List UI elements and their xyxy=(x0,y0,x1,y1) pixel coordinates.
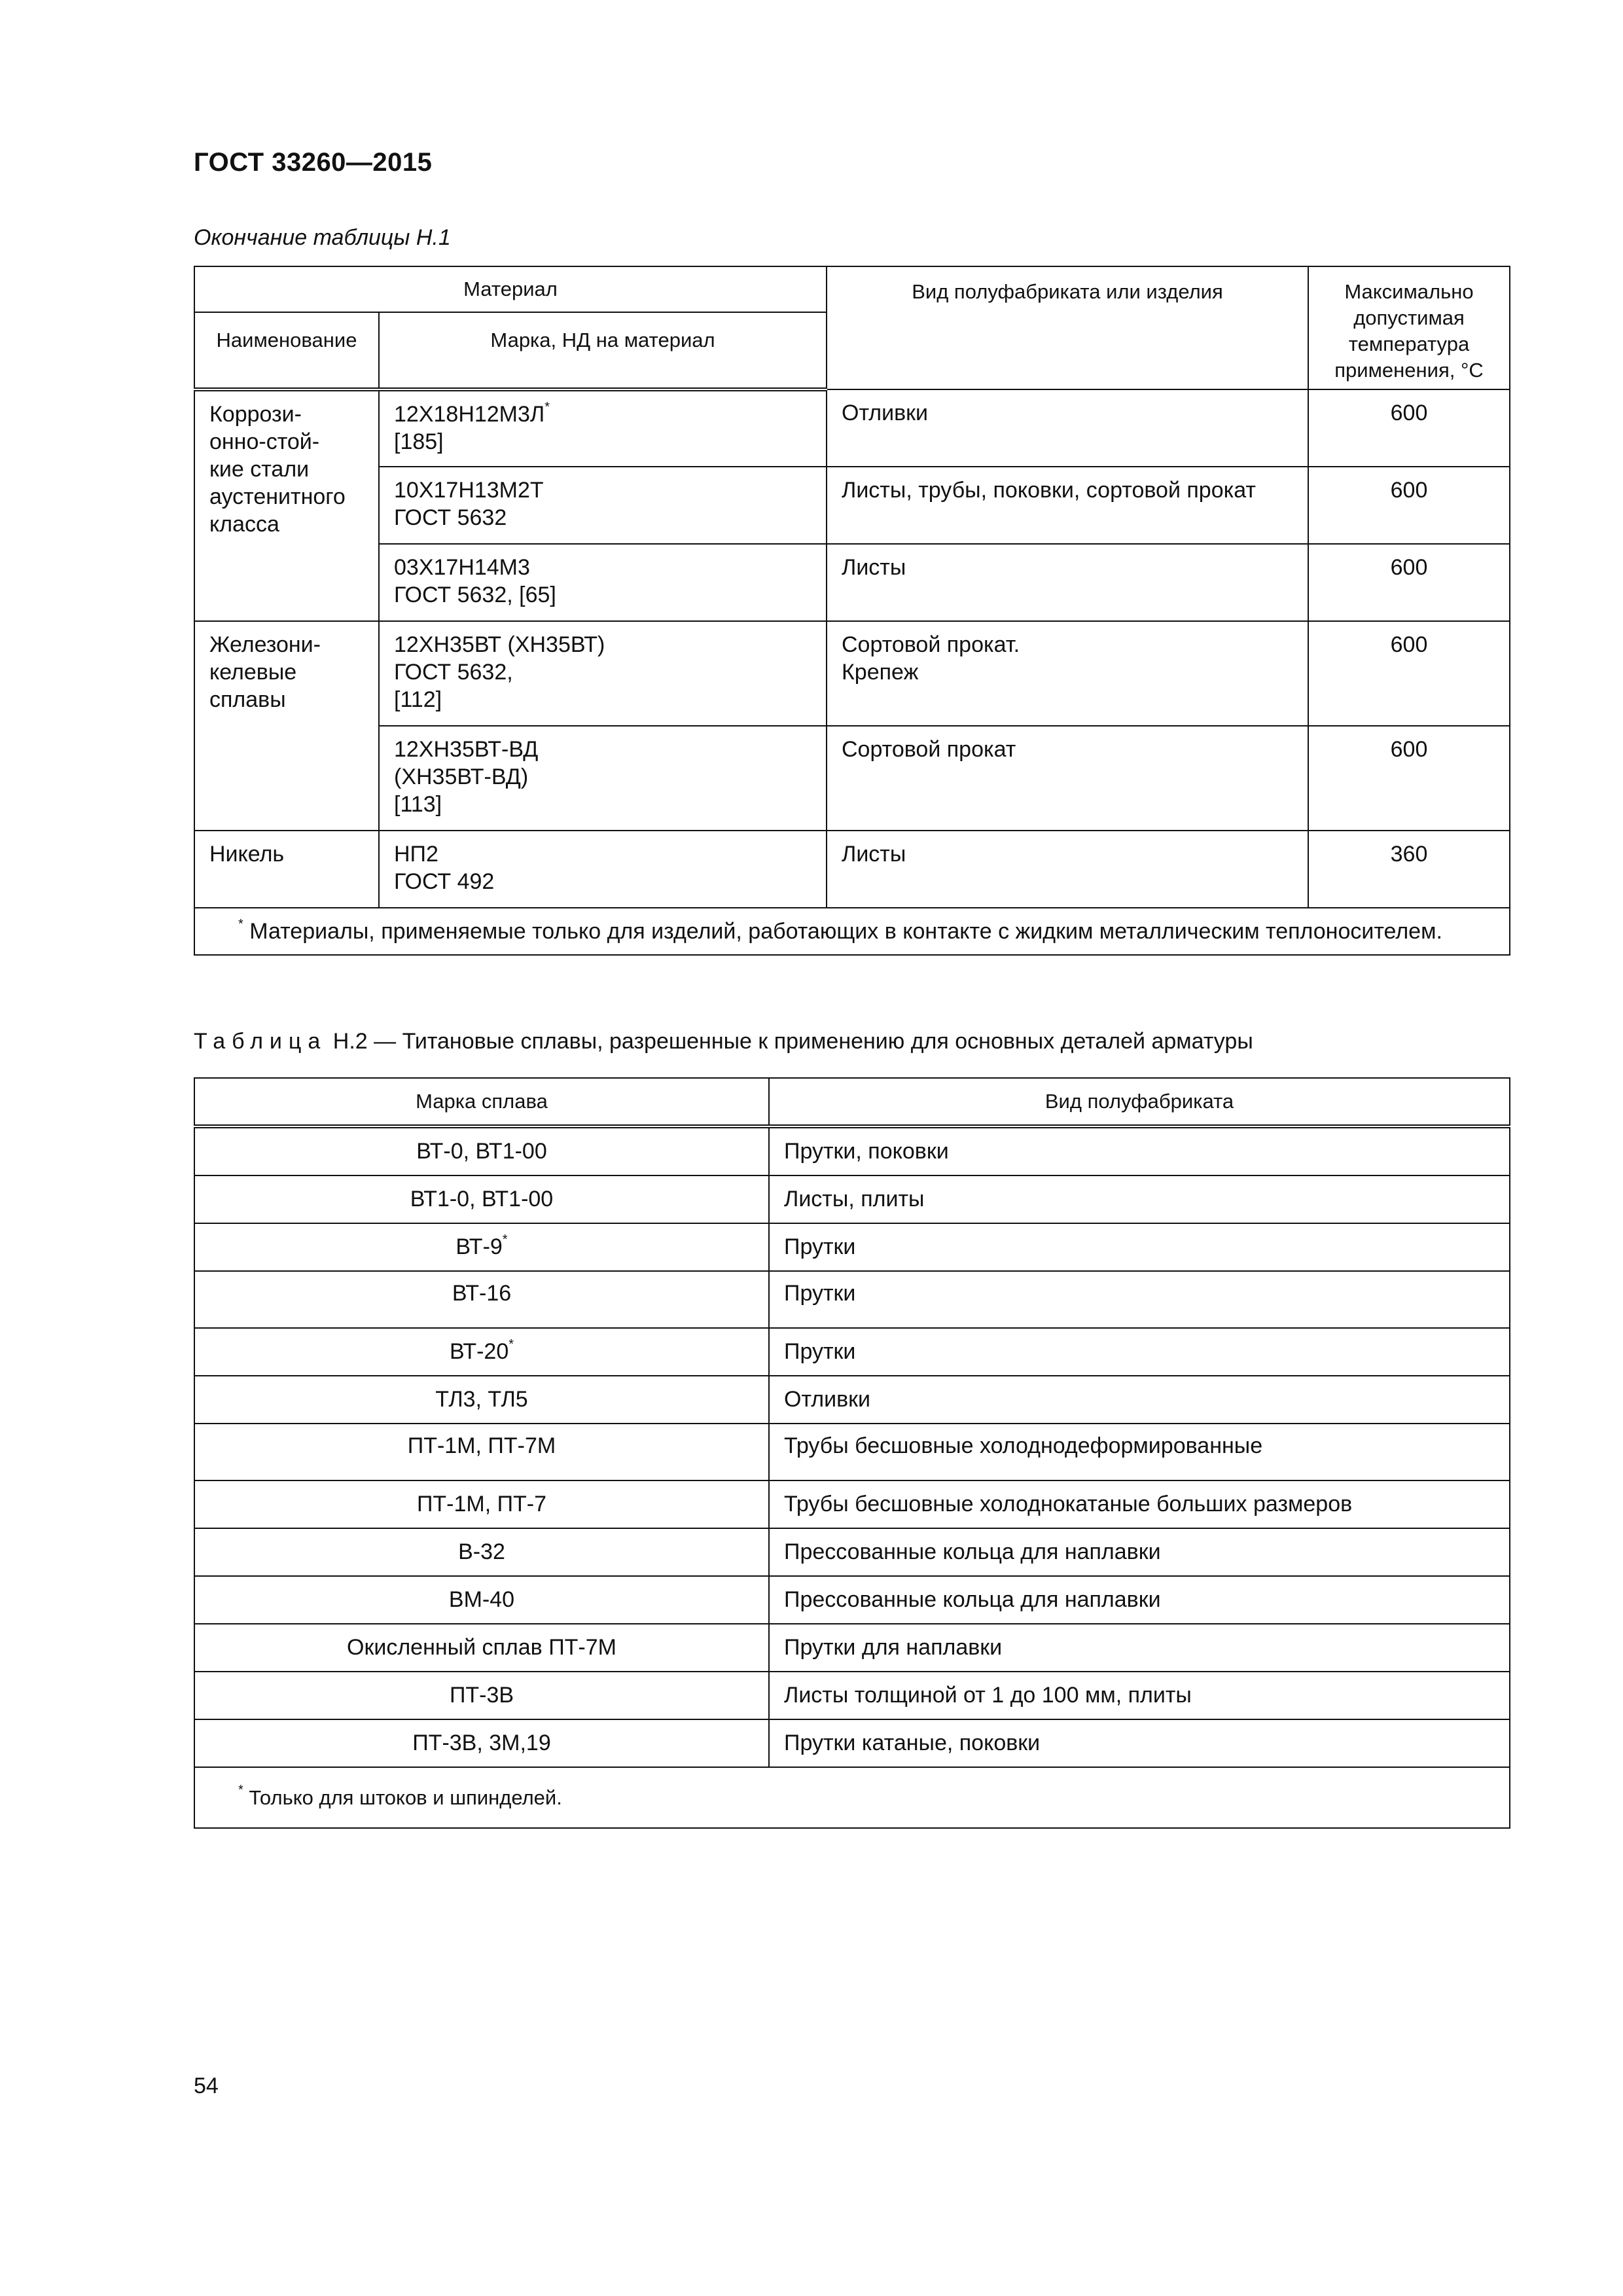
material-name-cell xyxy=(194,831,379,908)
product-cell: Листы, плиты xyxy=(769,1175,1510,1223)
grade-cell: ВТ1-0, ВТ1-00 xyxy=(194,1175,769,1223)
page-number: 54 xyxy=(194,2073,219,2098)
grade-cell: ПТ-3В, 3М,19 xyxy=(194,1719,769,1767)
text-line: Листы xyxy=(842,842,906,867)
grade-cell: ТЛ3, ТЛ5 xyxy=(194,1376,769,1424)
product-cell: Прессованные кольца для наплавки xyxy=(769,1576,1510,1624)
text-line: Никель xyxy=(209,842,285,867)
text-line: кие стали xyxy=(209,457,310,482)
table-title: Н.2 — Титановые сплавы, разрешенные к применению для основных деталей арматуры xyxy=(332,1029,1253,1054)
table-row xyxy=(194,1528,1510,1576)
document-header: ГОСТ 33260—2015 xyxy=(194,148,433,177)
text-line: келевые xyxy=(209,660,297,685)
text-line: 03Х17Н14М3 xyxy=(394,555,530,580)
header-temp-line: Максимально xyxy=(1344,280,1474,303)
grade-cell xyxy=(379,544,827,621)
table-row xyxy=(194,1271,1510,1328)
text-line: Сортовой прокат. xyxy=(842,632,1020,657)
table2-caption xyxy=(194,1029,1253,1054)
table-label: Таблица xyxy=(194,1029,327,1054)
grade-cell: ВТ-16 xyxy=(194,1271,769,1328)
footnote-mark: * xyxy=(544,399,550,414)
table-row xyxy=(194,1126,1510,1175)
product-cell: Прутки xyxy=(769,1328,1510,1376)
table1-caption: Окончание таблицы Н.1 xyxy=(194,225,451,250)
grade-cell xyxy=(379,467,827,544)
header-product-type: Вид полуфабриката xyxy=(769,1078,1510,1126)
grade-cell xyxy=(194,1328,769,1376)
temperature-cell: 600 xyxy=(1308,544,1510,621)
grade-cell xyxy=(379,621,827,726)
product-cell: Отливки xyxy=(769,1376,1510,1424)
table-row xyxy=(194,1672,1510,1719)
grade-cell: В-32 xyxy=(194,1528,769,1576)
product-cell xyxy=(827,621,1308,726)
table-row xyxy=(194,1223,1510,1271)
grade-cell: ПТ-3В xyxy=(194,1672,769,1719)
table-row xyxy=(194,1480,1510,1528)
text-line: Отливки xyxy=(842,401,929,425)
grade-text: ВТ-20 xyxy=(449,1339,509,1364)
product-cell: Трубы бесшовные холоднокатаные больших размеров xyxy=(769,1480,1510,1528)
product-cell: Прессованные кольца для наплавки xyxy=(769,1528,1510,1576)
text-line: Листы, трубы, поковки, сортовой прокат xyxy=(842,478,1256,503)
temperature-cell: 600 xyxy=(1308,389,1510,467)
grade-cell xyxy=(379,831,827,908)
product-cell xyxy=(827,726,1308,831)
text-line: ГОСТ 5632 xyxy=(394,505,507,530)
text-line: сплавы xyxy=(209,687,286,712)
text-line: класса xyxy=(209,512,279,537)
temperature-cell: 600 xyxy=(1308,621,1510,726)
footnote-mark: * xyxy=(238,916,243,931)
temperature-cell: 600 xyxy=(1308,467,1510,544)
product-cell: Прутки xyxy=(769,1271,1510,1328)
header-temp-line: температура xyxy=(1348,332,1470,355)
text-line: Сортовой прокат xyxy=(842,737,1016,762)
temperature-cell: 600 xyxy=(1308,726,1510,831)
text-line: ГОСТ 492 xyxy=(394,869,495,894)
header-alloy-grade: Марка сплава xyxy=(194,1078,769,1126)
grade-text: 12Х18Н12М3Л xyxy=(394,402,545,427)
product-cell: Листы толщиной от 1 до 100 мм, плиты xyxy=(769,1672,1510,1719)
table-row xyxy=(194,1175,1510,1223)
product-cell xyxy=(827,389,1308,467)
text-line: Крепеж xyxy=(842,660,919,685)
footnote-cell xyxy=(194,908,1510,955)
text-line xyxy=(394,401,812,428)
text-line: (ХН35ВТ-ВД) xyxy=(394,764,529,789)
footnote-mark: * xyxy=(238,1783,243,1798)
footnote-text: Материалы, применяемые только для изделий, работающих в контакте с жидким металлическим теплоносителем. xyxy=(249,919,1442,944)
text-line: ГОСТ 5632, xyxy=(394,660,513,685)
grade-cell: Окисленный сплав ПТ-7М xyxy=(194,1624,769,1672)
product-cell: Трубы бесшовные холоднодеформированные xyxy=(769,1424,1510,1480)
grade-cell: ВМ-40 xyxy=(194,1576,769,1624)
text-line: 10Х17Н13М2Т xyxy=(394,478,544,503)
text-line: НП2 xyxy=(394,842,438,867)
product-cell: Прутки xyxy=(769,1223,1510,1271)
product-cell: Прутки катаные, поковки xyxy=(769,1719,1510,1767)
header-grade: Марка, НД на материал xyxy=(379,312,827,389)
grade-cell xyxy=(379,389,827,467)
table-row xyxy=(194,1328,1510,1376)
table-row xyxy=(194,1624,1510,1672)
text-line: Коррози- xyxy=(209,402,302,427)
text-line: [112] xyxy=(394,687,442,712)
text-line: ГОСТ 5632, [65] xyxy=(394,583,556,607)
table-row xyxy=(194,831,1510,908)
titanium-alloys-table xyxy=(194,1077,1510,1829)
footnote-mark: * xyxy=(502,1232,508,1247)
grade-cell xyxy=(379,726,827,831)
grade-cell xyxy=(194,1223,769,1271)
product-cell: Прутки, поковки xyxy=(769,1126,1510,1175)
text-line: [113] xyxy=(394,792,442,817)
materials-table xyxy=(194,266,1510,956)
footnote-text: Только для штоков и шпинделей. xyxy=(249,1785,562,1809)
table-row xyxy=(194,544,1510,621)
header-material: Материал xyxy=(194,266,827,312)
table-row xyxy=(194,1576,1510,1624)
table-row xyxy=(194,1719,1510,1767)
grade-text: ВТ-9 xyxy=(455,1234,503,1259)
footnote-row xyxy=(194,908,1510,955)
text-line: [185] xyxy=(394,429,444,454)
product-cell: Прутки для наплавки xyxy=(769,1624,1510,1672)
grade-cell: ПТ-1М, ПТ-7 xyxy=(194,1480,769,1528)
table-row xyxy=(194,1376,1510,1424)
text-line: аустенитного xyxy=(209,484,346,509)
text-line: Железони- xyxy=(209,632,321,657)
text-line: 12ХН35ВТ-ВД xyxy=(394,737,539,762)
header-temp-line: применения, °С xyxy=(1334,359,1484,382)
text-line: 12ХН35ВТ (ХН35ВТ) xyxy=(394,632,605,657)
table-row xyxy=(194,621,1510,726)
table-row xyxy=(194,389,1510,467)
text-line: онно-стой- xyxy=(209,429,320,454)
grade-cell: ВТ-0, ВТ1-00 xyxy=(194,1126,769,1175)
material-name-cell xyxy=(194,389,379,621)
header-product-type: Вид полуфабриката или изделия xyxy=(827,266,1308,389)
text-line: Листы xyxy=(842,555,906,580)
grade-cell: ПТ-1М, ПТ-7М xyxy=(194,1424,769,1480)
footnote-mark: * xyxy=(508,1336,514,1352)
table-row xyxy=(194,467,1510,544)
material-name-cell xyxy=(194,621,379,831)
product-cell xyxy=(827,544,1308,621)
product-cell xyxy=(827,831,1308,908)
footnote-cell xyxy=(194,1767,1510,1828)
header-max-temperature xyxy=(1308,266,1510,389)
header-temp-line: допустимая xyxy=(1353,306,1465,329)
header-name: Наименование xyxy=(194,312,379,389)
footnote-row xyxy=(194,1767,1510,1828)
table-row xyxy=(194,1424,1510,1480)
temperature-cell: 360 xyxy=(1308,831,1510,908)
product-cell xyxy=(827,467,1308,544)
table-row xyxy=(194,726,1510,831)
